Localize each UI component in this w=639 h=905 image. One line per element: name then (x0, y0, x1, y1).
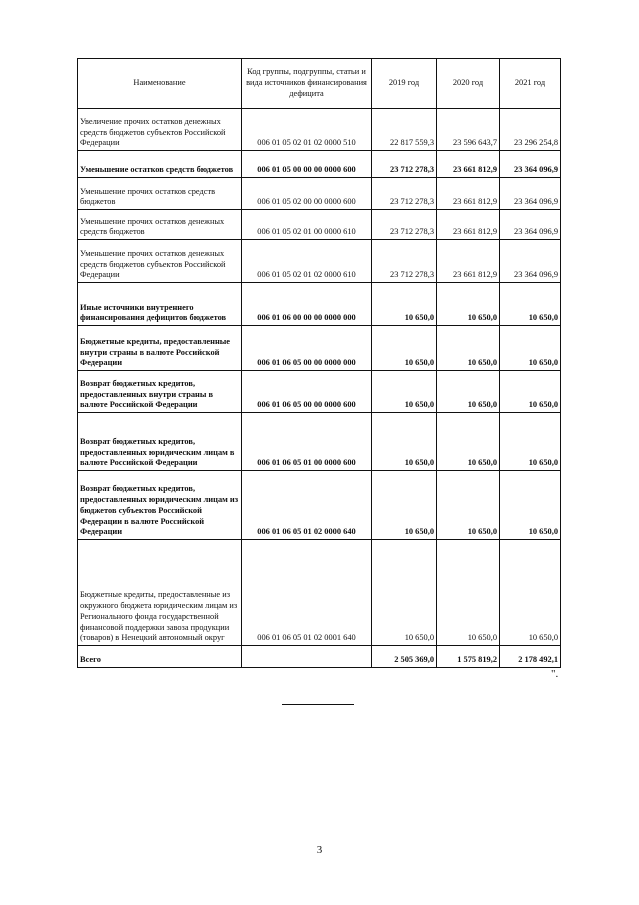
table-row (78, 240, 561, 283)
row-value-2020: 10 650,0 (437, 471, 500, 540)
row-value-2021: 10 650,0 (500, 413, 561, 471)
row-value-2021: 23 364 096,9 (500, 151, 561, 178)
row-name: Возврат бюджетных кредитов, предоставленных внутри страны в валюте Российской Федерации (78, 371, 242, 413)
row-value-2020: 23 661 812,9 (437, 151, 500, 178)
row-value-2020: 1 575 819,2 (437, 646, 500, 668)
row-value-2021: 10 650,0 (500, 326, 561, 371)
table-row (78, 371, 561, 413)
row-name: Уменьшение прочих остатков денежных средств бюджетов (78, 210, 242, 240)
row-name: Уменьшение прочих остатков денежных средств бюджетов субъектов Российской Федерации (78, 240, 242, 283)
table-row (78, 326, 561, 371)
row-value-2020: 10 650,0 (437, 413, 500, 471)
row-code: 006 01 05 00 00 00 0000 600 (242, 151, 372, 178)
row-code (242, 646, 372, 668)
table-header-row (78, 59, 561, 109)
row-value-2020: 23 661 812,9 (437, 178, 500, 210)
table-row (78, 646, 561, 668)
row-value-2020: 23 661 812,9 (437, 240, 500, 283)
row-value-2021: 23 296 254,8 (500, 109, 561, 151)
row-value-2021: 23 364 096,9 (500, 178, 561, 210)
row-value-2019: 10 650,0 (372, 540, 437, 646)
closing-quote-mark: ". (551, 668, 559, 680)
row-code: 006 01 06 05 00 00 0000 000 (242, 326, 372, 371)
row-code: 006 01 06 00 00 00 0000 000 (242, 283, 372, 326)
table-row (78, 413, 561, 471)
row-value-2019: 2 505 369,0 (372, 646, 437, 668)
separator-line (282, 704, 354, 705)
header-name: Наименование (78, 59, 242, 109)
row-code: 006 01 05 02 01 00 0000 610 (242, 210, 372, 240)
row-value-2021: 23 364 096,9 (500, 210, 561, 240)
table-row (78, 471, 561, 540)
row-value-2019: 23 712 278,3 (372, 151, 437, 178)
row-name: Уменьшение прочих остатков средств бюджетов (78, 178, 242, 210)
header-2020: 2020 год (437, 59, 500, 109)
row-name: Иные источники внутреннего финансирования дефицитов бюджетов (78, 283, 242, 326)
row-value-2019: 10 650,0 (372, 371, 437, 413)
row-value-2019: 10 650,0 (372, 413, 437, 471)
row-value-2020: 23 661 812,9 (437, 210, 500, 240)
row-name: Всего (78, 646, 242, 668)
row-value-2019: 23 712 278,3 (372, 210, 437, 240)
row-value-2019: 10 650,0 (372, 471, 437, 540)
table-body (78, 109, 561, 668)
table-row (78, 151, 561, 178)
row-value-2021: 10 650,0 (500, 540, 561, 646)
row-code: 006 01 06 05 01 02 0001 640 (242, 540, 372, 646)
budget-financing-table (77, 58, 561, 668)
row-value-2021: 23 364 096,9 (500, 240, 561, 283)
row-code: 006 01 06 05 01 02 0000 640 (242, 471, 372, 540)
table-row (78, 540, 561, 646)
row-code: 006 01 05 02 01 02 0000 610 (242, 240, 372, 283)
table-row (78, 109, 561, 151)
header-2021: 2021 год (500, 59, 561, 109)
table-row (78, 283, 561, 326)
row-value-2019: 22 817 559,3 (372, 109, 437, 151)
header-code: Код группы, подгруппы, статьи и вида источников финансирования дефицита (242, 59, 372, 109)
row-code: 006 01 05 02 00 00 0000 600 (242, 178, 372, 210)
row-value-2021: 10 650,0 (500, 283, 561, 326)
row-code: 006 01 06 05 01 00 0000 600 (242, 413, 372, 471)
row-value-2020: 10 650,0 (437, 540, 500, 646)
table-row (78, 178, 561, 210)
row-value-2021: 10 650,0 (500, 371, 561, 413)
row-name: Увеличение прочих остатков денежных средств бюджетов субъектов Российской Федерации (78, 109, 242, 151)
row-code: 006 01 06 05 00 00 0000 600 (242, 371, 372, 413)
header-2019: 2019 год (372, 59, 437, 109)
row-value-2021: 2 178 492,1 (500, 646, 561, 668)
row-value-2019: 23 712 278,3 (372, 178, 437, 210)
row-value-2020: 10 650,0 (437, 326, 500, 371)
row-name: Возврат бюджетных кредитов, предоставленных юридическим лицам в валюте Российской Федерации (78, 413, 242, 471)
row-value-2020: 10 650,0 (437, 283, 500, 326)
row-code: 006 01 05 02 01 02 0000 510 (242, 109, 372, 151)
row-value-2020: 10 650,0 (437, 371, 500, 413)
table-row (78, 210, 561, 240)
row-value-2019: 10 650,0 (372, 326, 437, 371)
row-name: Бюджетные кредиты, предоставленные из окружного бюджета юридическим лицам из Регионального фонда государственной финансовой поддержки завоза продукции (товаров) в Ненецкий автономный округ (78, 540, 242, 646)
row-value-2019: 23 712 278,3 (372, 240, 437, 283)
page-number: 3 (316, 844, 323, 856)
row-value-2020: 23 596 643,7 (437, 109, 500, 151)
row-name: Уменьшение остатков средств бюджетов (78, 151, 242, 178)
row-value-2021: 10 650,0 (500, 471, 561, 540)
row-value-2019: 10 650,0 (372, 283, 437, 326)
row-name: Возврат бюджетных кредитов, предоставленных юридическим лицам из бюджетов субъектов Российской Федерации в валюте Российской Федерации (78, 471, 242, 540)
row-name: Бюджетные кредиты, предоставленные внутри страны в валюте Российской Федерации (78, 326, 242, 371)
